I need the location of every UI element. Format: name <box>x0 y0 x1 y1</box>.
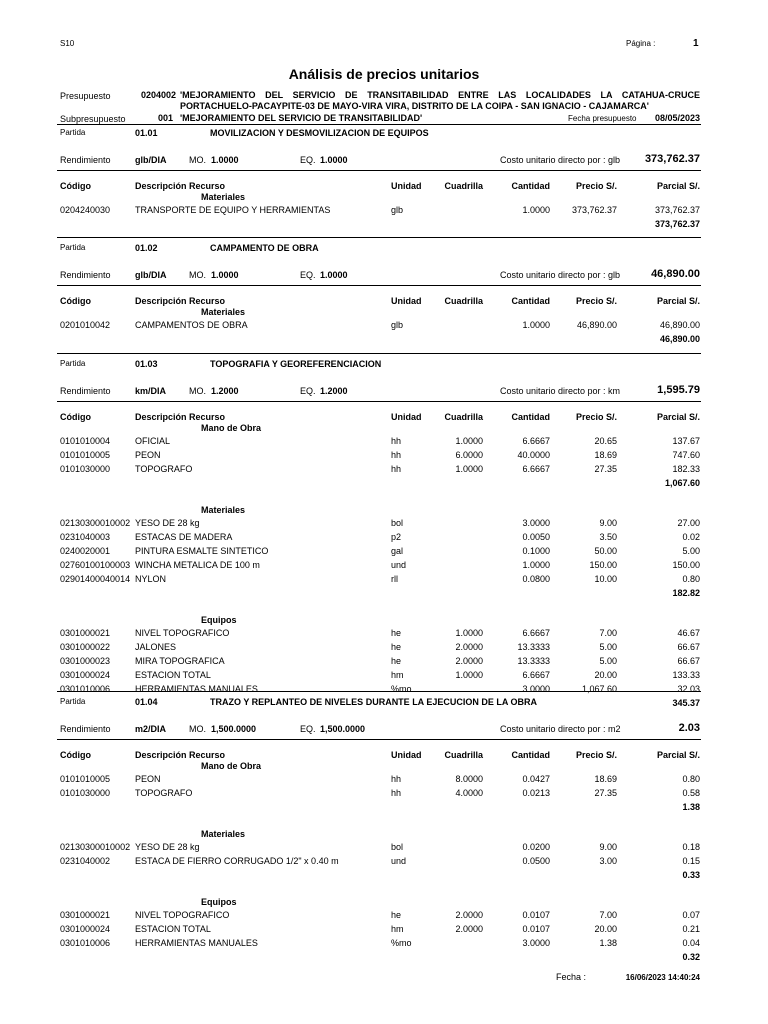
resource-row <box>0 788 768 801</box>
resource-cantidad: 13.3333 <box>517 642 550 652</box>
partida-divider <box>57 353 701 354</box>
resource-parcial: 66.67 <box>677 656 700 666</box>
col-descripcion-header: Descripción Recurso <box>135 412 226 422</box>
resource-row <box>0 842 768 855</box>
partida-label: Partida <box>60 128 86 137</box>
resource-unidad: hm <box>391 670 404 680</box>
resource-cantidad: 0.0427 <box>522 774 550 784</box>
resource-cantidad: 0.0107 <box>522 910 550 920</box>
resource-descripcion: CAMPAMENTOS DE OBRA <box>135 320 248 330</box>
resource-descripcion: ESTACAS DE MADERA <box>135 532 233 542</box>
resource-codigo: 0301010006 <box>60 684 111 694</box>
col-cantidad-header: Cantidad <box>511 750 550 760</box>
resource-descripcion: ESTACION TOTAL <box>135 670 211 680</box>
resource-descripcion: JALONES <box>135 642 177 652</box>
resource-precio: 7.00 <box>599 628 617 638</box>
resource-parcial: 46,890.00 <box>659 320 700 330</box>
col-unidad-header: Unidad <box>391 750 422 760</box>
resource-codigo: 02130300010002 <box>60 518 131 528</box>
col-precio-header: Precio S/. <box>575 296 617 306</box>
resource-precio: 5.00 <box>599 642 617 652</box>
resource-precio: 7.00 <box>599 910 617 920</box>
resource-codigo: 02130300010002 <box>60 842 131 852</box>
rendimiento-label: Rendimiento <box>60 155 111 165</box>
resource-unidad: he <box>391 628 402 638</box>
resource-cantidad: 40.0000 <box>517 450 550 460</box>
rendimiento-divider <box>57 170 701 171</box>
resource-row <box>0 532 768 545</box>
resource-precio: 150.00 <box>589 560 617 570</box>
resource-precio: 20.00 <box>594 924 617 934</box>
resource-row <box>0 856 768 869</box>
resource-codigo: 0301000023 <box>60 656 111 666</box>
col-cuadrilla-header: Cuadrilla <box>444 412 483 422</box>
resource-parcial: 0.80 <box>682 774 700 784</box>
eq-value: 1.0000 <box>320 270 348 280</box>
column-header-row <box>0 181 768 194</box>
page-label: Página : <box>626 39 656 48</box>
partida-name: TOPOGRAFIA Y GEOREFERENCIACION <box>210 359 382 369</box>
resource-row <box>0 910 768 923</box>
resource-unidad: glb <box>391 320 404 330</box>
col-unidad-header: Unidad <box>391 181 422 191</box>
subpresupuesto-code: 001 <box>158 113 174 123</box>
costo-unitario-value: 1,595.79 <box>657 384 700 396</box>
resource-descripcion: PEON <box>135 450 161 460</box>
costo-unitario-value: 46,890.00 <box>651 268 700 280</box>
rendimiento-divider <box>57 739 701 740</box>
rendimiento-divider <box>57 401 701 402</box>
footer-fecha: 16/06/2023 14:40:24 <box>625 973 700 982</box>
rendimiento-unit: glb/DIA <box>135 270 167 280</box>
resource-precio: 3.50 <box>599 532 617 542</box>
resource-parcial: 373,762.37 <box>654 205 700 215</box>
resource-descripcion: WINCHA METALICA DE 100 m <box>135 560 260 570</box>
group-subtotal: 1.38 <box>682 802 700 812</box>
costo-unitario-label: Costo unitario directo por : km <box>500 386 621 396</box>
resource-codigo: 0240020001 <box>60 546 111 556</box>
group-subtotal: 182.82 <box>672 588 700 598</box>
partida-divider <box>57 237 701 238</box>
resource-descripcion: YESO DE 28 kg <box>135 518 200 528</box>
resource-descripcion: NYLON <box>135 574 167 584</box>
resource-cuadrilla: 2.0000 <box>455 924 483 934</box>
resource-cantidad: 0.0050 <box>522 532 550 542</box>
resource-precio: 1.38 <box>599 938 617 948</box>
col-precio-header: Precio S/. <box>575 750 617 760</box>
col-descripcion-header: Descripción Recurso <box>135 181 226 191</box>
presupuesto-line-2: PORTACHUELO-PACAYPITE-03 DE MAYO-VIRA VIRA, DISTRITO DE LA COIPA - SAN IGNACIO - CAJAMARCA' <box>180 101 649 111</box>
rendimiento-label: Rendimiento <box>60 270 111 280</box>
resource-parcial: 137.67 <box>672 436 700 446</box>
group-title: Materiales <box>201 829 246 839</box>
resource-unidad: %mo <box>391 684 412 694</box>
col-cantidad-header: Cantidad <box>511 181 550 191</box>
resource-cantidad: 3.0000 <box>522 518 550 528</box>
col-descripcion-header: Descripción Recurso <box>135 296 226 306</box>
group-title: Materiales <box>201 192 246 202</box>
group-title: Mano de Obra <box>201 761 262 771</box>
resource-codigo: 0231040002 <box>60 856 111 866</box>
resource-row <box>0 938 768 951</box>
mo-label: MO. <box>189 724 206 734</box>
col-precio-header: Precio S/. <box>575 181 617 191</box>
col-codigo-header: Código <box>60 750 91 760</box>
resource-cantidad: 0.0213 <box>522 788 550 798</box>
resource-row <box>0 518 768 531</box>
resource-precio: 20.65 <box>594 436 617 446</box>
resource-precio: 9.00 <box>599 518 617 528</box>
resource-parcial: 0.02 <box>682 532 700 542</box>
resource-unidad: he <box>391 910 402 920</box>
resource-cantidad: 0.0500 <box>522 856 550 866</box>
resource-cuadrilla: 6.0000 <box>455 450 483 460</box>
col-codigo-header: Código <box>60 412 91 422</box>
resource-cantidad: 0.0200 <box>522 842 550 852</box>
mo-value: 1,500.0000 <box>211 724 257 734</box>
resource-cuadrilla: 2.0000 <box>455 910 483 920</box>
column-header-row <box>0 412 768 425</box>
resource-parcial: 5.00 <box>682 546 700 556</box>
resource-unidad: hh <box>391 450 402 460</box>
col-parcial-header: Parcial S/. <box>656 750 700 760</box>
group-title: Equipos <box>201 615 237 625</box>
resource-descripcion: YESO DE 28 kg <box>135 842 200 852</box>
resource-unidad: %mo <box>391 938 412 948</box>
resource-unidad: hh <box>391 464 402 474</box>
resource-codigo: 0231040003 <box>60 532 111 542</box>
resource-codigo: 02901400040014 <box>60 574 131 584</box>
resource-unidad: und <box>391 856 407 866</box>
resource-unidad: glb <box>391 205 404 215</box>
mo-label: MO. <box>189 155 206 165</box>
resource-precio: 46,890.00 <box>576 320 617 330</box>
resource-row <box>0 774 768 787</box>
resource-unidad: hh <box>391 436 402 446</box>
resource-cantidad: 3.0000 <box>522 684 550 694</box>
report-code: S10 <box>60 39 75 48</box>
resource-parcial: 150.00 <box>672 560 700 570</box>
resource-descripcion: PEON <box>135 774 161 784</box>
resource-cantidad: 0.1000 <box>522 546 550 556</box>
resource-row <box>0 670 768 683</box>
resource-unidad: bol <box>391 842 404 852</box>
resource-row <box>0 546 768 559</box>
presupuesto-label: Presupuesto <box>60 91 111 101</box>
col-codigo-header: Código <box>60 181 91 191</box>
column-header-row <box>0 296 768 309</box>
resource-precio: 27.35 <box>594 788 617 798</box>
subpresupuesto-label: Subpresupuesto <box>60 114 126 124</box>
col-codigo-header: Código <box>60 296 91 306</box>
resource-parcial: 0.21 <box>682 924 700 934</box>
resource-unidad: he <box>391 656 402 666</box>
resource-precio: 5.00 <box>599 656 617 666</box>
resource-row <box>0 320 768 333</box>
resource-cuadrilla: 1.0000 <box>455 628 483 638</box>
col-cuadrilla-header: Cuadrilla <box>444 181 483 191</box>
group-subtotal: 373,762.37 <box>654 219 700 229</box>
resource-descripcion: NIVEL TOPOGRAFICO <box>135 628 230 638</box>
resource-codigo: 0101010005 <box>60 450 111 460</box>
resource-precio: 50.00 <box>594 546 617 556</box>
resource-unidad: p2 <box>391 532 402 542</box>
costo-unitario-label: Costo unitario directo por : glb <box>500 270 621 280</box>
group-title: Equipos <box>201 897 237 907</box>
resource-row <box>0 574 768 587</box>
eq-value: 1.0000 <box>320 155 348 165</box>
resource-parcial: 0.18 <box>682 842 700 852</box>
resource-unidad: hh <box>391 774 402 784</box>
resource-descripcion: ESTACA DE FIERRO CORRUGADO 1/2" x 0.40 m <box>135 856 339 866</box>
col-parcial-header: Parcial S/. <box>656 296 700 306</box>
resource-cuadrilla: 2.0000 <box>455 656 483 666</box>
resource-codigo: 0301000021 <box>60 628 111 638</box>
resource-descripcion: TRANSPORTE DE EQUIPO Y HERRAMIENTAS <box>135 205 331 215</box>
resource-parcial: 182.33 <box>672 464 700 474</box>
resource-unidad: gal <box>391 546 404 556</box>
mo-label: MO. <box>189 270 206 280</box>
col-precio-header: Precio S/. <box>575 412 617 422</box>
resource-codigo: 0301010006 <box>60 938 111 948</box>
fecha-presupuesto-label: Fecha presupuesto <box>568 114 637 123</box>
rendimiento-unit: glb/DIA <box>135 155 167 165</box>
resource-descripcion: NIVEL TOPOGRAFICO <box>135 910 230 920</box>
resource-codigo: 0204240030 <box>60 205 111 215</box>
resource-descripcion: HERRAMIENTAS MANUALES <box>135 684 258 694</box>
mo-label: MO. <box>189 386 206 396</box>
resource-cuadrilla: 1.0000 <box>455 436 483 446</box>
resource-row <box>0 642 768 655</box>
resource-descripcion: HERRAMIENTAS MANUALES <box>135 938 258 948</box>
col-descripcion-header: Descripción Recurso <box>135 750 226 760</box>
resource-precio: 1,067.60 <box>581 684 617 694</box>
resource-codigo: 0101030000 <box>60 464 111 474</box>
resource-descripcion: OFICIAL <box>135 436 171 446</box>
resource-cantidad: 1.0000 <box>522 320 550 330</box>
resource-precio: 27.35 <box>594 464 617 474</box>
rendimiento-divider <box>57 285 701 286</box>
partida-name: CAMPAMENTO DE OBRA <box>210 243 319 253</box>
mo-value: 1.0000 <box>211 155 239 165</box>
col-unidad-header: Unidad <box>391 412 422 422</box>
costo-unitario-label: Costo unitario directo por : glb <box>500 155 621 165</box>
eq-label: EQ. <box>300 270 316 280</box>
resource-row <box>0 450 768 463</box>
resource-parcial: 0.15 <box>682 856 700 866</box>
resource-precio: 10.00 <box>594 574 617 584</box>
group-subtotal: 0.32 <box>682 952 700 962</box>
resource-precio: 373,762.37 <box>571 205 617 215</box>
resource-precio: 3.00 <box>599 856 617 866</box>
resource-unidad: rll <box>391 574 398 584</box>
resource-parcial: 46.67 <box>677 628 700 638</box>
resource-cuadrilla: 1.0000 <box>455 464 483 474</box>
resource-descripcion: ESTACION TOTAL <box>135 924 211 934</box>
costo-unitario-value: 373,762.37 <box>644 153 700 165</box>
partida-code: 01.03 <box>135 359 158 369</box>
presupuesto-line-1: 'MEJORAMIENTO DEL SERVICIO DE TRANSITABILIDAD ENTRE LAS LOCALIDADES LA CATAHUA-CRUCE <box>180 90 700 100</box>
resource-cuadrilla: 8.0000 <box>455 774 483 784</box>
resource-row <box>0 656 768 669</box>
page-title: Análisis de precios unitarios <box>288 66 480 82</box>
resource-cuadrilla: 1.0000 <box>455 670 483 680</box>
rendimiento-label: Rendimiento <box>60 386 111 396</box>
resource-codigo: 0101030000 <box>60 788 111 798</box>
resource-cantidad: 6.6667 <box>522 628 550 638</box>
resource-precio: 9.00 <box>599 842 617 852</box>
resource-codigo: 0301000024 <box>60 670 111 680</box>
resource-cantidad: 1.0000 <box>522 560 550 570</box>
resource-unidad: hm <box>391 924 404 934</box>
partida-label: Partida <box>60 243 86 252</box>
resource-row <box>0 464 768 477</box>
partida-divider <box>57 691 701 692</box>
resource-cantidad: 13.3333 <box>517 656 550 666</box>
resource-cantidad: 6.6667 <box>522 436 550 446</box>
resource-parcial: 0.07 <box>682 910 700 920</box>
group-subtotal: 0.33 <box>682 870 700 880</box>
col-cantidad-header: Cantidad <box>511 296 550 306</box>
group-title: Mano de Obra <box>201 423 262 433</box>
resource-parcial: 66.67 <box>677 642 700 652</box>
eq-label: EQ. <box>300 386 316 396</box>
eq-label: EQ. <box>300 724 316 734</box>
group-subtotal: 1,067.60 <box>664 478 700 488</box>
eq-value: 1,500.0000 <box>320 724 366 734</box>
partida-code: 01.04 <box>135 697 158 707</box>
resource-cantidad: 3.0000 <box>522 938 550 948</box>
resource-descripcion: TOPOGRAFO <box>135 464 193 474</box>
col-cantidad-header: Cantidad <box>511 412 550 422</box>
resource-cantidad: 6.6667 <box>522 464 550 474</box>
resource-parcial: 0.58 <box>682 788 700 798</box>
eq-label: EQ. <box>300 155 316 165</box>
group-title: Materiales <box>201 307 246 317</box>
resource-parcial: 32.03 <box>677 684 700 694</box>
resource-cantidad: 1.0000 <box>522 205 550 215</box>
resource-unidad: hh <box>391 788 402 798</box>
resource-precio: 20.00 <box>594 670 617 680</box>
page-number: 1 <box>693 38 699 49</box>
resource-row <box>0 436 768 449</box>
resource-descripcion: TOPOGRAFO <box>135 788 193 798</box>
eq-value: 1.2000 <box>320 386 348 396</box>
costo-unitario-value: 2.03 <box>678 722 700 734</box>
resource-unidad: he <box>391 642 402 652</box>
header-divider <box>57 124 701 125</box>
resource-descripcion: MIRA TOPOGRAFICA <box>135 656 225 666</box>
resource-cantidad: 0.0800 <box>522 574 550 584</box>
partida-code: 01.02 <box>135 243 158 253</box>
resource-row <box>0 924 768 937</box>
resource-codigo: 0301000024 <box>60 924 111 934</box>
presupuesto-code: 0204002 <box>141 90 177 100</box>
subpresupuesto-name: 'MEJORAMIENTO DEL SERVICIO DE TRANSITABILIDAD' <box>180 113 423 123</box>
mo-value: 1.0000 <box>211 270 239 280</box>
resource-parcial: 0.04 <box>682 938 700 948</box>
resource-parcial: 747.60 <box>672 450 700 460</box>
fecha-presupuesto: 08/05/2023 <box>654 113 700 123</box>
footer-fecha-label: Fecha : <box>556 972 587 982</box>
col-cuadrilla-header: Cuadrilla <box>444 296 483 306</box>
resource-codigo: 02760100100003 <box>60 560 131 570</box>
resource-row <box>0 628 768 641</box>
rendimiento-label: Rendimiento <box>60 724 111 734</box>
resource-row <box>0 205 768 218</box>
group-title: Materiales <box>201 505 246 515</box>
col-unidad-header: Unidad <box>391 296 422 306</box>
resource-parcial: 133.33 <box>672 670 700 680</box>
resource-precio: 18.69 <box>594 450 617 460</box>
partida-code: 01.01 <box>135 128 158 138</box>
resource-precio: 18.69 <box>594 774 617 784</box>
partida-label: Partida <box>60 697 86 706</box>
resource-parcial: 27.00 <box>677 518 700 528</box>
resource-codigo: 0301000021 <box>60 910 111 920</box>
resource-cantidad: 6.6667 <box>522 670 550 680</box>
group-subtotal: 345.37 <box>672 698 700 708</box>
resource-cuadrilla: 4.0000 <box>455 788 483 798</box>
resource-descripcion: PINTURA ESMALTE SINTETICO <box>135 546 269 556</box>
partida-label: Partida <box>60 359 86 368</box>
rendimiento-unit: m2/DIA <box>135 724 167 734</box>
resource-codigo: 0201010042 <box>60 320 111 330</box>
col-cuadrilla-header: Cuadrilla <box>444 750 483 760</box>
col-parcial-header: Parcial S/. <box>656 181 700 191</box>
resource-codigo: 0101010004 <box>60 436 111 446</box>
col-parcial-header: Parcial S/. <box>656 412 700 422</box>
resource-cantidad: 0.0107 <box>522 924 550 934</box>
resource-row <box>0 560 768 573</box>
resource-unidad: bol <box>391 518 404 528</box>
partida-name: TRAZO Y REPLANTEO DE NIVELES DURANTE LA EJECUCION DE LA OBRA <box>210 697 538 707</box>
resource-codigo: 0301000022 <box>60 642 111 652</box>
resource-codigo: 0101010005 <box>60 774 111 784</box>
mo-value: 1.2000 <box>211 386 239 396</box>
resource-unidad: und <box>391 560 407 570</box>
group-subtotal: 46,890.00 <box>659 334 700 344</box>
costo-unitario-label: Costo unitario directo por : m2 <box>500 724 621 734</box>
resource-cuadrilla: 2.0000 <box>455 642 483 652</box>
column-header-row <box>0 750 768 763</box>
partida-name: MOVILIZACION Y DESMOVILIZACION DE EQUIPOS <box>210 128 429 138</box>
rendimiento-unit: km/DIA <box>135 386 167 396</box>
resource-parcial: 0.80 <box>682 574 700 584</box>
